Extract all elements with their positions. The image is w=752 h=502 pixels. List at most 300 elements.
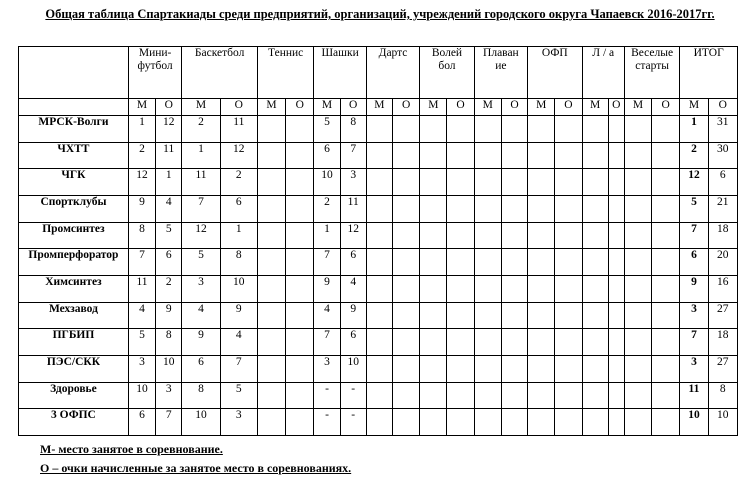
table-cell xyxy=(257,116,285,143)
table-cell xyxy=(366,222,392,249)
table-cell xyxy=(393,142,420,169)
total-points-cell: 6 xyxy=(708,169,737,196)
table-cell xyxy=(501,382,527,409)
table-cell: 9 xyxy=(340,302,366,329)
table-cell xyxy=(652,222,680,249)
table-cell xyxy=(393,222,420,249)
table-cell xyxy=(501,249,527,276)
table-cell xyxy=(555,169,582,196)
table-cell xyxy=(528,249,555,276)
table-cell xyxy=(257,329,285,356)
sport-header-label: Баскетбол xyxy=(194,47,245,59)
table-cell xyxy=(447,249,474,276)
table-cell: 6 xyxy=(128,409,155,436)
table-row xyxy=(19,355,738,382)
table-cell: 12 xyxy=(156,116,182,143)
organization-name: ПГБИП xyxy=(19,329,129,356)
table-cell: 7 xyxy=(314,329,340,356)
table-row xyxy=(19,249,738,276)
total-points-cell: 31 xyxy=(708,116,737,143)
table-cell: 10 xyxy=(314,169,340,196)
table-row xyxy=(19,275,738,302)
points-column-header: О xyxy=(393,99,420,116)
table-cell xyxy=(624,355,651,382)
total-points-cell: 27 xyxy=(708,302,737,329)
sport-header-label: Л / а xyxy=(592,47,615,59)
sport-header-label: старты xyxy=(635,60,669,72)
table-cell xyxy=(652,142,680,169)
table-cell xyxy=(447,329,474,356)
table-cell xyxy=(420,329,447,356)
table-cell: 6 xyxy=(340,329,366,356)
table-cell xyxy=(608,329,624,356)
table-cell: 3 xyxy=(182,275,220,302)
table-cell xyxy=(555,382,582,409)
table-cell xyxy=(286,382,314,409)
legend-notes xyxy=(40,440,351,478)
table-cell xyxy=(555,275,582,302)
total-place-cell: 10 xyxy=(680,409,708,436)
table-cell xyxy=(257,222,285,249)
place-column-header: М xyxy=(528,99,555,116)
table-row xyxy=(19,409,738,436)
table-cell xyxy=(257,195,285,222)
sport-header xyxy=(528,47,582,99)
table-cell xyxy=(501,222,527,249)
table-cell: 10 xyxy=(220,275,257,302)
table-cell: - xyxy=(314,382,340,409)
sport-header-label: Теннис xyxy=(268,47,304,59)
organization-name: ПЭС/СКК xyxy=(19,355,129,382)
table-cell: 8 xyxy=(182,382,220,409)
table-cell xyxy=(624,222,651,249)
table-cell xyxy=(366,116,392,143)
points-column-header: О xyxy=(447,99,474,116)
table-cell xyxy=(652,355,680,382)
table-cell xyxy=(528,355,555,382)
table-cell xyxy=(608,355,624,382)
table-cell: 8 xyxy=(220,249,257,276)
place-column-header: М xyxy=(314,99,340,116)
table-cell: 11 xyxy=(128,275,155,302)
table-cell: 3 xyxy=(156,382,182,409)
table-cell xyxy=(528,222,555,249)
note-o: О – очки начисленные за занятое место в соревнованиях. xyxy=(40,461,352,475)
table-cell xyxy=(286,195,314,222)
table-cell xyxy=(624,275,651,302)
table-cell xyxy=(528,169,555,196)
table-cell xyxy=(652,409,680,436)
table-cell: 4 xyxy=(220,329,257,356)
table-cell: 2 xyxy=(156,275,182,302)
organization-name: ЧГК xyxy=(19,169,129,196)
total-points-cell: 27 xyxy=(708,355,737,382)
table-cell xyxy=(608,382,624,409)
table-cell xyxy=(257,382,285,409)
table-row xyxy=(19,222,738,249)
total-place-cell: 6 xyxy=(680,249,708,276)
sport-header xyxy=(420,47,474,99)
sport-header-label: Мини- xyxy=(138,47,172,59)
points-column-header: О xyxy=(286,99,314,116)
place-column-header: М xyxy=(420,99,447,116)
table-cell xyxy=(474,355,501,382)
total-points-cell: 18 xyxy=(708,329,737,356)
table-cell: 4 xyxy=(314,302,340,329)
table-cell xyxy=(582,249,608,276)
total-place-cell: 7 xyxy=(680,222,708,249)
total-points-cell: 16 xyxy=(708,275,737,302)
table-cell xyxy=(652,116,680,143)
organization-name: Промсинтез xyxy=(19,222,129,249)
sport-header-label: Шашки xyxy=(321,47,359,59)
total-place-cell: 12 xyxy=(680,169,708,196)
table-cell xyxy=(582,302,608,329)
place-column-header: М xyxy=(128,99,155,116)
table-cell xyxy=(257,142,285,169)
table-row xyxy=(19,302,738,329)
sport-header-label: Плаван xyxy=(483,47,519,59)
table-cell: 4 xyxy=(340,275,366,302)
table-cell: - xyxy=(340,382,366,409)
table-cell xyxy=(447,169,474,196)
table-cell: 10 xyxy=(340,355,366,382)
table-cell xyxy=(474,275,501,302)
table-cell: 7 xyxy=(340,142,366,169)
table-cell xyxy=(555,409,582,436)
table-cell xyxy=(366,195,392,222)
table-cell xyxy=(582,116,608,143)
table-cell xyxy=(447,142,474,169)
table-cell xyxy=(420,382,447,409)
table-cell xyxy=(393,329,420,356)
corner-cell xyxy=(19,47,129,99)
table-cell xyxy=(474,195,501,222)
sport-header-label: футбол xyxy=(137,60,173,72)
table-cell xyxy=(608,195,624,222)
total-place-cell: 1 xyxy=(680,116,708,143)
table-cell xyxy=(366,409,392,436)
table-cell xyxy=(528,409,555,436)
table-cell xyxy=(624,382,651,409)
sport-header xyxy=(474,47,527,99)
table-cell xyxy=(420,169,447,196)
table-cell xyxy=(366,142,392,169)
table-cell xyxy=(474,302,501,329)
table-cell xyxy=(474,142,501,169)
total-place-cell: 2 xyxy=(680,142,708,169)
table-cell xyxy=(393,169,420,196)
table-cell: 12 xyxy=(340,222,366,249)
table-cell: 4 xyxy=(128,302,155,329)
table-cell xyxy=(393,409,420,436)
table-cell xyxy=(582,355,608,382)
table-cell: 10 xyxy=(128,382,155,409)
table-cell xyxy=(366,329,392,356)
table-cell xyxy=(447,275,474,302)
table-cell: 8 xyxy=(156,329,182,356)
sport-header xyxy=(257,47,313,99)
table-cell xyxy=(501,195,527,222)
total-place-cell: 3 xyxy=(680,355,708,382)
points-column-header: О xyxy=(708,99,737,116)
table-cell: 5 xyxy=(156,222,182,249)
table-cell xyxy=(652,382,680,409)
table-cell xyxy=(447,195,474,222)
total-points-cell: 10 xyxy=(708,409,737,436)
sport-header-label: ОФП xyxy=(541,47,568,59)
organization-name: Здоровье xyxy=(19,382,129,409)
organization-name: 3 ОФПС xyxy=(19,409,129,436)
table-cell xyxy=(420,409,447,436)
table-cell: 11 xyxy=(182,169,220,196)
table-cell: 9 xyxy=(156,302,182,329)
total-points-cell: 18 xyxy=(708,222,737,249)
table-cell: 10 xyxy=(156,355,182,382)
table-cell xyxy=(257,275,285,302)
table-cell xyxy=(555,302,582,329)
points-column-header: О xyxy=(156,99,182,116)
table-cell xyxy=(501,169,527,196)
total-place-cell: 11 xyxy=(680,382,708,409)
total-points-cell: 21 xyxy=(708,195,737,222)
results-table xyxy=(18,46,738,436)
table-row xyxy=(19,329,738,356)
total-points-cell: 30 xyxy=(708,142,737,169)
table-cell: 1 xyxy=(220,222,257,249)
table-row xyxy=(19,169,738,196)
table-cell: 4 xyxy=(156,195,182,222)
table-cell xyxy=(286,222,314,249)
table-cell xyxy=(624,249,651,276)
table-cell xyxy=(286,302,314,329)
points-column-header: О xyxy=(652,99,680,116)
table-cell xyxy=(555,222,582,249)
table-cell: 9 xyxy=(128,195,155,222)
table-row xyxy=(19,382,738,409)
table-row xyxy=(19,142,738,169)
table-cell: 5 xyxy=(182,249,220,276)
table-cell xyxy=(286,275,314,302)
table-cell: 1 xyxy=(128,116,155,143)
table-cell xyxy=(420,355,447,382)
table-cell xyxy=(474,222,501,249)
table-cell xyxy=(447,355,474,382)
table-cell: 1 xyxy=(156,169,182,196)
table-cell: 12 xyxy=(182,222,220,249)
table-cell xyxy=(582,142,608,169)
table-cell xyxy=(608,142,624,169)
table-cell xyxy=(447,302,474,329)
sport-header xyxy=(128,47,181,99)
table-cell xyxy=(474,169,501,196)
sport-header xyxy=(182,47,258,99)
table-cell xyxy=(624,142,651,169)
table-cell xyxy=(286,355,314,382)
table-cell: 6 xyxy=(156,249,182,276)
table-cell xyxy=(257,355,285,382)
table-cell xyxy=(528,116,555,143)
sport-header-label: ие xyxy=(495,60,507,72)
organization-name: Промперфоратор xyxy=(19,249,129,276)
table-cell: 9 xyxy=(220,302,257,329)
total-place-cell: 7 xyxy=(680,329,708,356)
table-cell: 3 xyxy=(340,169,366,196)
table-cell xyxy=(555,249,582,276)
table-cell: 9 xyxy=(314,275,340,302)
place-column-header: М xyxy=(182,99,220,116)
table-cell: 7 xyxy=(314,249,340,276)
points-column-header: О xyxy=(340,99,366,116)
table-cell xyxy=(608,302,624,329)
table-cell: 5 xyxy=(220,382,257,409)
total-place-cell: 9 xyxy=(680,275,708,302)
sport-header xyxy=(366,47,419,99)
table-cell: 6 xyxy=(220,195,257,222)
table-cell: 5 xyxy=(128,329,155,356)
organization-name: МРСК-Волги xyxy=(19,116,129,143)
total-points-cell: 8 xyxy=(708,382,737,409)
table-cell xyxy=(420,195,447,222)
table-cell xyxy=(257,249,285,276)
table-cell xyxy=(420,116,447,143)
table-cell xyxy=(582,222,608,249)
table-cell xyxy=(528,142,555,169)
table-cell: 3 xyxy=(220,409,257,436)
table-cell xyxy=(528,329,555,356)
table-cell xyxy=(652,302,680,329)
table-cell: 7 xyxy=(182,195,220,222)
table-cell xyxy=(501,355,527,382)
table-cell xyxy=(420,222,447,249)
table-cell: 4 xyxy=(182,302,220,329)
table-cell xyxy=(555,195,582,222)
organization-name: Спортклубы xyxy=(19,195,129,222)
table-cell xyxy=(393,195,420,222)
table-cell: 11 xyxy=(156,142,182,169)
table-cell xyxy=(447,222,474,249)
table-cell xyxy=(624,409,651,436)
total-place-cell: 3 xyxy=(680,302,708,329)
table-cell xyxy=(555,142,582,169)
sport-header-label: Дартс xyxy=(378,47,408,59)
place-column-header: М xyxy=(366,99,392,116)
table-cell: 11 xyxy=(340,195,366,222)
table-cell xyxy=(608,116,624,143)
organization-name: Химсинтез xyxy=(19,275,129,302)
table-cell xyxy=(652,195,680,222)
sport-header xyxy=(582,47,624,99)
table-cell: 12 xyxy=(220,142,257,169)
table-cell xyxy=(474,409,501,436)
table-cell xyxy=(528,382,555,409)
table-cell xyxy=(582,195,608,222)
table-cell xyxy=(582,275,608,302)
table-cell xyxy=(501,409,527,436)
table-cell: 1 xyxy=(314,222,340,249)
table-cell xyxy=(420,249,447,276)
table-cell xyxy=(286,329,314,356)
table-cell: 2 xyxy=(220,169,257,196)
table-cell xyxy=(366,249,392,276)
place-column-header: М xyxy=(582,99,608,116)
table-cell xyxy=(624,169,651,196)
table-cell xyxy=(366,302,392,329)
table-cell: 11 xyxy=(220,116,257,143)
organization-name: ЧХТТ xyxy=(19,142,129,169)
points-column-header: О xyxy=(220,99,257,116)
table-cell: 8 xyxy=(128,222,155,249)
table-cell: 12 xyxy=(128,169,155,196)
sport-header-label: ИТОГ xyxy=(693,47,724,59)
table-cell xyxy=(624,329,651,356)
table-cell xyxy=(608,169,624,196)
table-cell xyxy=(608,409,624,436)
table-cell: 6 xyxy=(314,142,340,169)
total-place-cell: 5 xyxy=(680,195,708,222)
table-cell xyxy=(528,275,555,302)
table-cell: 9 xyxy=(182,329,220,356)
table-cell xyxy=(447,382,474,409)
table-cell xyxy=(582,382,608,409)
table-cell xyxy=(447,116,474,143)
table-cell xyxy=(393,116,420,143)
table-cell: 6 xyxy=(182,355,220,382)
sport-header xyxy=(314,47,366,99)
table-cell xyxy=(582,409,608,436)
table-cell xyxy=(624,195,651,222)
table-cell xyxy=(286,169,314,196)
table-row xyxy=(19,116,738,143)
points-column-header: О xyxy=(608,99,624,116)
table-cell: 7 xyxy=(156,409,182,436)
table-cell xyxy=(474,249,501,276)
page-title: Общая таблица Спартакиады среди предприятий, организаций, учреждений городского округа Чапаевск 2016-2017гг. xyxy=(45,7,715,21)
table-cell xyxy=(420,275,447,302)
table-cell xyxy=(286,142,314,169)
total-points-cell: 20 xyxy=(708,249,737,276)
table-cell xyxy=(501,116,527,143)
table-cell xyxy=(528,302,555,329)
table-cell: 2 xyxy=(128,142,155,169)
sport-header-label: Веселые xyxy=(631,47,674,59)
table-cell xyxy=(528,195,555,222)
table-cell: 3 xyxy=(128,355,155,382)
table-cell xyxy=(366,355,392,382)
table-cell xyxy=(474,382,501,409)
place-column-header: М xyxy=(624,99,651,116)
sport-header xyxy=(624,47,679,99)
table-cell xyxy=(393,275,420,302)
table-row xyxy=(19,195,738,222)
note-m: М- место занятое в соревнование. xyxy=(40,442,223,456)
table-cell xyxy=(652,275,680,302)
table-cell xyxy=(286,249,314,276)
table-cell: 6 xyxy=(340,249,366,276)
table-cell: - xyxy=(314,409,340,436)
table-cell xyxy=(501,302,527,329)
table-cell xyxy=(624,302,651,329)
table-cell xyxy=(501,275,527,302)
points-column-header: О xyxy=(555,99,582,116)
table-cell xyxy=(608,275,624,302)
table-cell xyxy=(257,302,285,329)
table-cell xyxy=(652,329,680,356)
table-cell xyxy=(608,249,624,276)
table-cell xyxy=(555,355,582,382)
table-cell xyxy=(366,169,392,196)
table-cell: 8 xyxy=(340,116,366,143)
